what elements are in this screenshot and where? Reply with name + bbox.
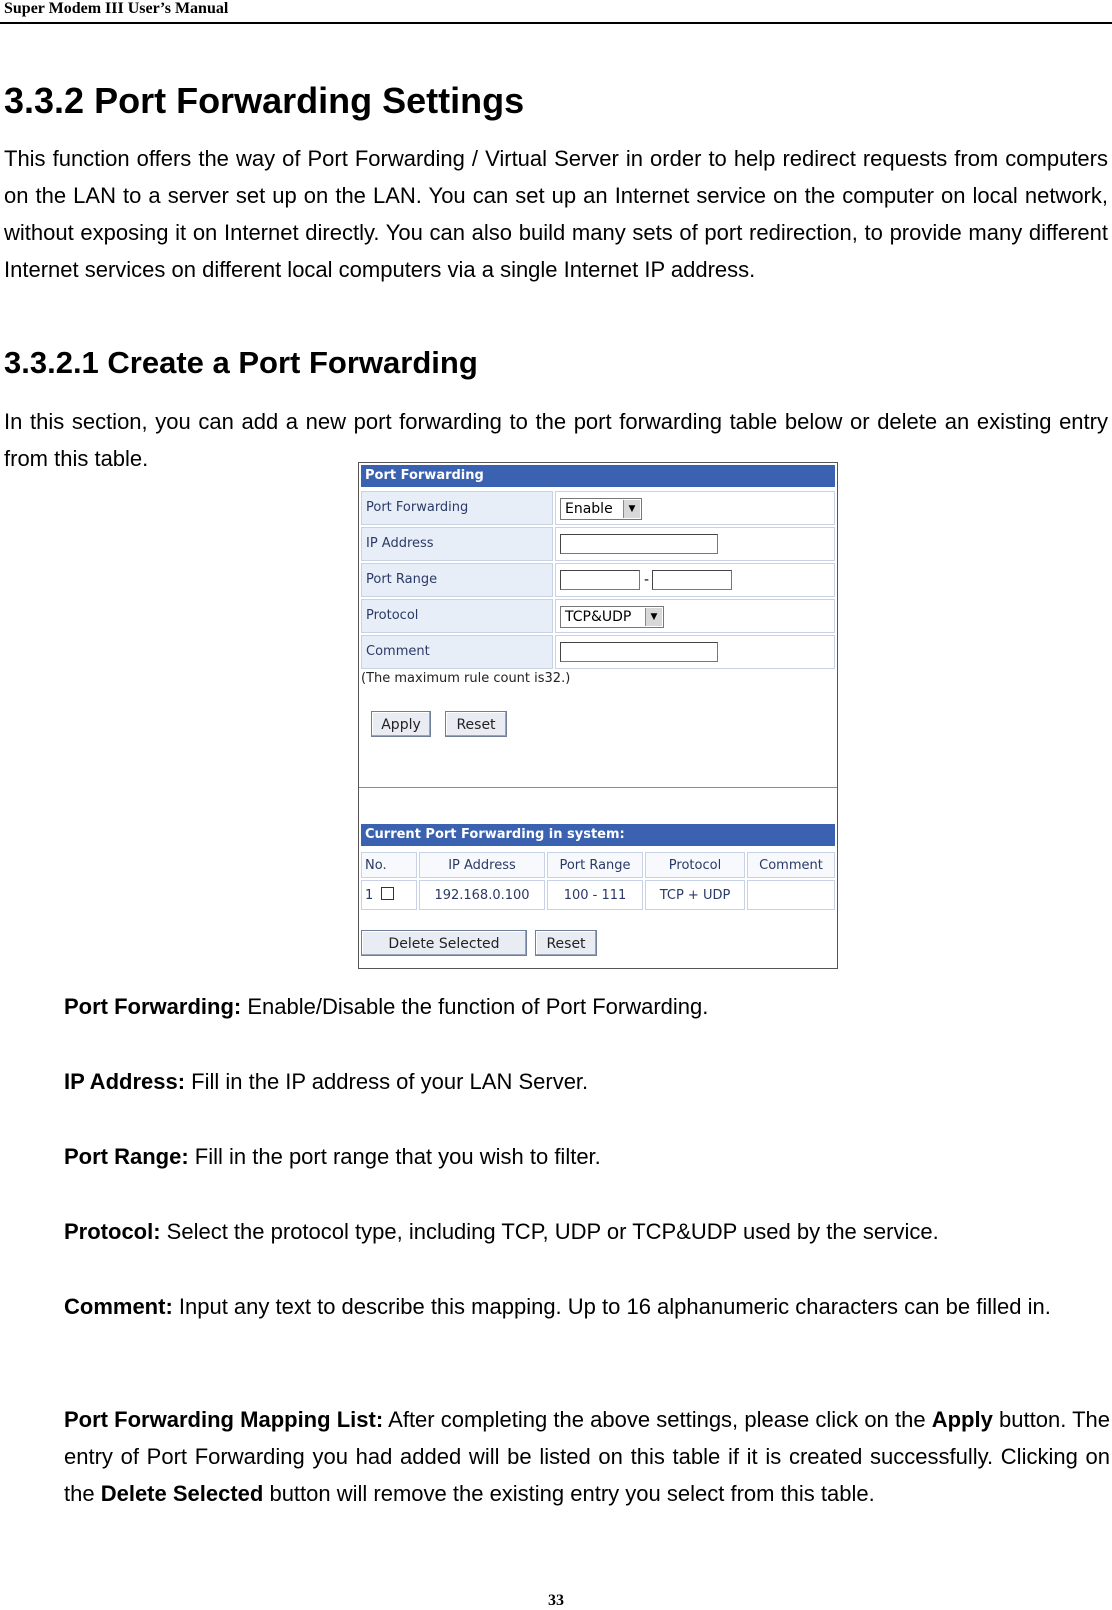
- column-header-no: No.: [361, 852, 417, 878]
- divider: [359, 787, 837, 788]
- port-forwarding-screenshot: [358, 462, 838, 969]
- row-ip: 192.168.0.100: [419, 880, 545, 910]
- port-forwarding-select[interactable]: [560, 498, 642, 520]
- desc-protocol: Protocol: Select the protocol type, including TCP, UDP or TCP&UDP used by the service.: [64, 1219, 939, 1244]
- desc-port-forwarding: Port Forwarding: Enable/Disable the function of Port Forwarding.: [64, 994, 709, 1019]
- column-header-comment: Comment: [747, 852, 835, 878]
- section-title: 3.3.2 Port Forwarding Settings: [4, 80, 525, 121]
- comment-label: Comment: [361, 635, 553, 669]
- desc-mapping-list: Port Forwarding Mapping List: After completing the above settings, please click on the Apply button. The entry of Port Forwarding you had added will be listed on this table if it is created successfully. Clicking on the Delete Selected button will remove the existing entry you select from this table.: [64, 1407, 1111, 1506]
- row-number: 1: [365, 888, 374, 903]
- subsection-intro: In this section, you can add a new port forwarding to the port forwarding table below or delete an existing entry from this table.: [4, 409, 1108, 471]
- apply-button[interactable]: Apply: [371, 711, 431, 737]
- reset-list-button[interactable]: Reset: [535, 930, 597, 956]
- ip-address-input[interactable]: [560, 534, 718, 554]
- page-header: [0, 0, 1112, 24]
- dropdown-arrow-icon[interactable]: ▼: [623, 500, 640, 518]
- protocol-row: [361, 599, 835, 633]
- protocol-value: TCP&UDP: [565, 609, 632, 625]
- comment-input[interactable]: [560, 642, 718, 662]
- ip-address-row: [361, 527, 835, 561]
- reset-button[interactable]: Reset: [445, 711, 507, 737]
- section-intro: This function offers the way of Port Forwarding / Virtual Server in order to help redirect requests from computers on the LAN to a server set up on the LAN. You can set up an Internet service on the computer on local network, without exposing it on Internet directly. You can also build many sets of port redirection, to provide many different Internet services on different local computers via a single Internet IP address.: [4, 146, 1108, 282]
- port-forwarding-label: Port Forwarding: [361, 491, 553, 525]
- ip-address-label: IP Address: [361, 527, 553, 561]
- comment-row: [361, 635, 835, 669]
- port-range-start-input[interactable]: [560, 570, 640, 590]
- port-range-separator: -: [644, 572, 650, 588]
- column-header-protocol: Protocol: [645, 852, 745, 878]
- port-range-row: [361, 563, 835, 597]
- manual-title: Super Modem III User’s Manual: [4, 0, 229, 17]
- desc-ip-address: IP Address: Fill in the IP address of your LAN Server.: [64, 1069, 589, 1094]
- protocol-label: Protocol: [361, 599, 553, 633]
- desc-port-range: Port Range: Fill in the port range that you wish to filter.: [64, 1144, 601, 1169]
- subsection-title: 3.3.2.1 Create a Port Forwarding: [4, 345, 478, 380]
- row-select-checkbox[interactable]: [381, 887, 394, 900]
- port-forwarding-value: Enable: [565, 501, 613, 517]
- port-range-end-input[interactable]: [652, 570, 732, 590]
- row-range: 100 - 111: [547, 880, 643, 910]
- page-number: 33: [548, 1592, 564, 1609]
- port-forwarding-row: [361, 491, 835, 525]
- row-protocol: TCP + UDP: [645, 880, 745, 910]
- column-header-ip: IP Address: [419, 852, 545, 878]
- max-rule-note: (The maximum rule count is32.): [361, 671, 571, 686]
- dropdown-arrow-icon[interactable]: ▼: [645, 608, 662, 626]
- current-list-header: Current Port Forwarding in system:: [361, 824, 835, 846]
- protocol-select[interactable]: [560, 606, 664, 628]
- desc-comment: Comment: Input any text to describe this mapping. Up to 16 alphanumeric characters can be filled in.: [64, 1294, 1051, 1319]
- table-row: [361, 880, 417, 910]
- port-forwarding-header: Port Forwarding: [361, 465, 835, 487]
- column-header-range: Port Range: [547, 852, 643, 878]
- row-comment: [747, 880, 835, 910]
- delete-selected-button[interactable]: Delete Selected: [361, 930, 527, 956]
- port-range-label: Port Range: [361, 563, 553, 597]
